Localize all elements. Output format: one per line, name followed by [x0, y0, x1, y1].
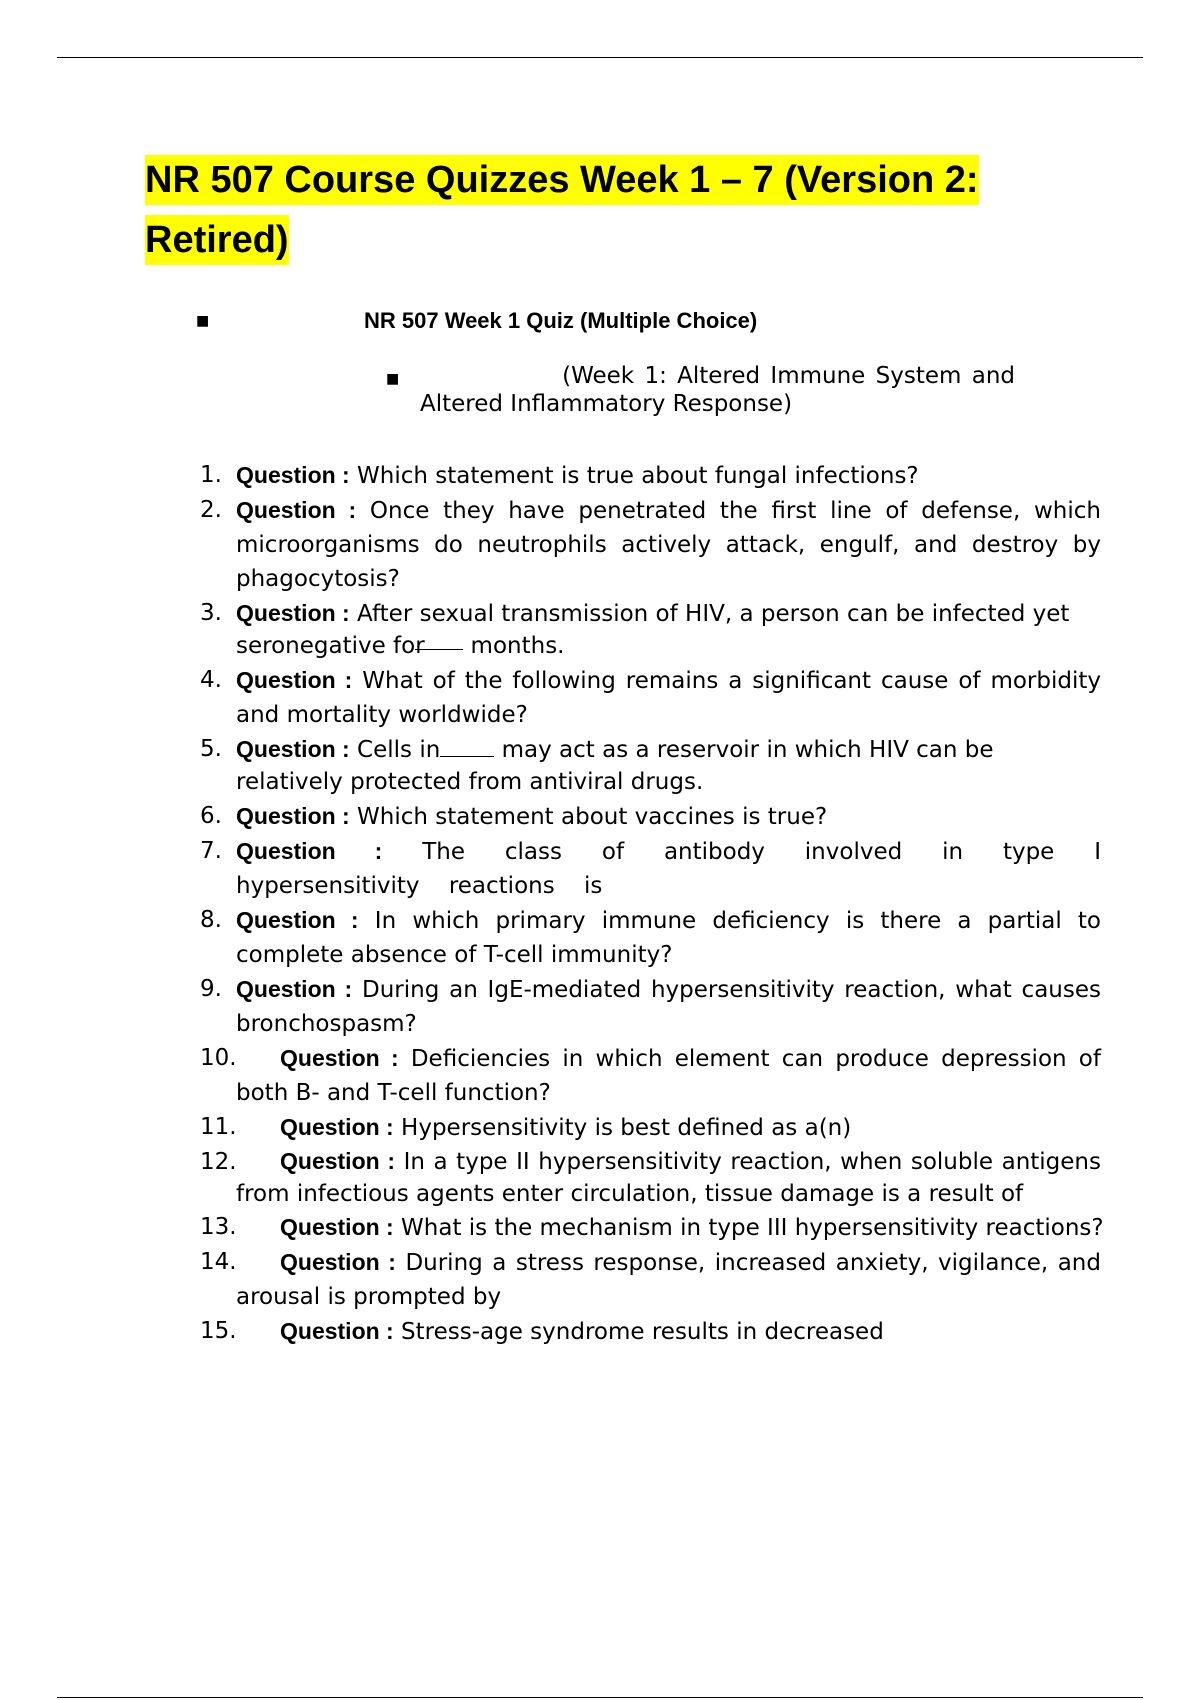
question-label: Question :: [280, 1214, 394, 1240]
fill-in-blank: r: [415, 633, 425, 659]
question-number: 4.: [200, 667, 222, 693]
list-item: [200, 1041, 1105, 1110]
top-rule: [57, 57, 1143, 58]
title-line-1: NR 507 Course Quizzes Week 1 – 7 (Version 2:: [145, 155, 979, 205]
question-number: 12.: [200, 1149, 237, 1175]
list-item: [200, 596, 1105, 663]
subheading-line-1: (Week 1: Altered Immune System and: [562, 363, 1015, 389]
question-number: 14.: [200, 1249, 237, 1275]
question-number: 1.: [200, 462, 222, 488]
list-item: [200, 493, 1105, 596]
question-label: Question :: [236, 838, 383, 864]
question-label: Question :: [236, 600, 350, 626]
question-label: Question :: [280, 1249, 396, 1275]
question-text-continued: seronegative fo: [236, 633, 416, 659]
question-text: During a stress response, increased anxiety, vigilance, and arousal is prompted by: [236, 1250, 1101, 1310]
question-number: 5.: [200, 736, 222, 762]
list-item: [200, 1210, 1105, 1245]
subheading-line-2: Altered Inflammatory Response): [420, 391, 793, 417]
bottom-rule: [57, 1697, 1143, 1698]
question-label: Question :: [236, 976, 353, 1002]
question-text-mid: may act as a reservoir in which HIV can be: [494, 737, 994, 763]
question-text: Which statement about vaccines is true?: [357, 804, 828, 830]
question-number: 7.: [200, 838, 222, 864]
question-label: Question :: [236, 462, 350, 488]
question-text: Once they have penetrated the first line of defense, which microorganisms do neutrophils actively attack, engulf, and destroy by phagocytosis?: [236, 498, 1101, 592]
fill-in-blank: [440, 736, 494, 757]
question-number: 13.: [200, 1214, 237, 1240]
question-text: What is the mechanism in type III hypersensitivity reactions?: [401, 1215, 1104, 1241]
question-text: Deficiencies in which element can produce depression of both B- and T-cell function?: [236, 1046, 1101, 1106]
question-label: Question :: [280, 1045, 399, 1071]
question-label: Question :: [236, 803, 350, 829]
question-text: Stress-age syndrome results in decreased: [401, 1319, 884, 1345]
title-line-2: Retired): [145, 215, 289, 265]
list-item: [200, 1110, 1105, 1145]
square-bullet-icon: ■: [386, 371, 400, 387]
list-item: [200, 834, 1105, 903]
question-text: The class of antibody involved in type I hypersensitivity reactions is: [236, 839, 1102, 899]
list-item: [200, 1245, 1105, 1314]
question-label: Question :: [236, 497, 357, 523]
list-item: [200, 972, 1105, 1041]
question-label: Question :: [236, 907, 359, 933]
list-item: [200, 1314, 1105, 1349]
question-text-end: months.: [463, 633, 565, 659]
question-text: Which statement is true about fungal infections?: [357, 463, 919, 489]
question-number: 8.: [200, 907, 222, 933]
question-text: Hypersensitivity is best defined as a(n): [401, 1115, 852, 1141]
list-item: [200, 903, 1105, 972]
list-item: [200, 663, 1105, 732]
list-item: [200, 799, 1105, 834]
square-bullet-icon: ■: [196, 313, 210, 329]
question-text: Cells in: [357, 737, 441, 763]
question-text-continued: relatively protected from antiviral drugs.: [236, 769, 704, 795]
list-item: [200, 732, 1105, 799]
question-list: [200, 458, 1105, 1349]
list-item: [200, 1145, 1105, 1210]
question-text: In which primary immune deficiency is there a partial to complete absence of T-cell immunity?: [236, 908, 1101, 968]
question-text: After sexual transmission of HIV, a person can be infected yet: [357, 601, 1070, 627]
question-number: 15.: [200, 1318, 237, 1344]
question-text: What of the following remains a significant cause of morbidity and mortality worldwide?: [236, 668, 1101, 728]
question-number: 9.: [200, 976, 222, 1002]
question-label: Question :: [280, 1148, 395, 1174]
question-number: 11.: [200, 1114, 237, 1140]
question-text: During an IgE-mediated hypersensitivity reaction, what causes bronchospasm?: [236, 977, 1101, 1037]
section-subheading: [420, 362, 1015, 418]
list-item: [200, 458, 1105, 493]
document-title: [145, 150, 1045, 270]
question-text: In a type II hypersensitivity reaction, when soluble antigens from infectious agents enter circulation, tissue damage is a result of: [236, 1149, 1101, 1207]
question-number: 10.: [200, 1045, 237, 1071]
question-label: Question :: [280, 1114, 394, 1140]
question-number: 3.: [200, 600, 222, 626]
question-number: 6.: [200, 803, 222, 829]
question-label: Question :: [280, 1318, 394, 1344]
question-label: Question :: [236, 667, 353, 693]
question-number: 2.: [200, 497, 222, 523]
section-heading: NR 507 Week 1 Quiz (Multiple Choice): [364, 308, 758, 333]
question-label: Question :: [236, 736, 350, 762]
